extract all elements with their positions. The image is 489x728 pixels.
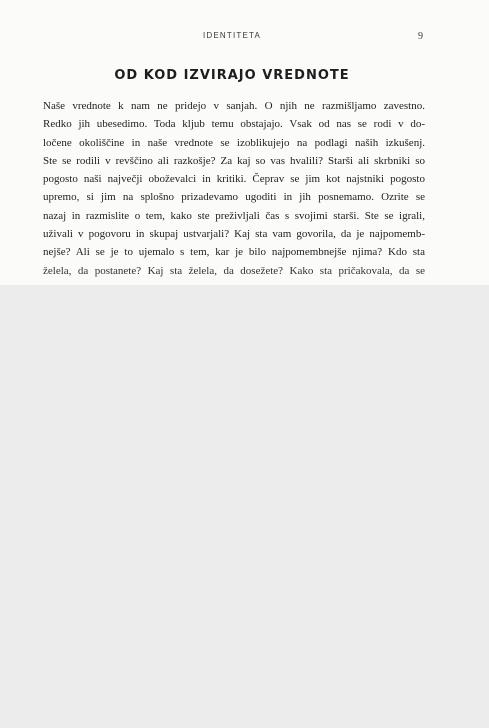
text-line: Ste se rodili v revščino ali razkošje? Za kaj so vas hvalili? Starši ali skrbniki so: [43, 154, 425, 167]
book-page: [0, 0, 489, 285]
running-title: IDENTITETA: [202, 31, 262, 40]
text-line: nazaj in razmislite o tem, kako ste preživljali čas s svojimi starši. Ste se igrali,: [43, 209, 425, 222]
viewer-blank-area: [0, 285, 489, 728]
text-line: želela, da postanete? Kaj sta želela, da dosežete? Kako sta pričakovala, da se: [43, 264, 425, 277]
running-header: [0, 31, 489, 45]
text-line: Redko jih ubesedimo. Toda kljub temu obstajajo. Vsak od nas se rodi v do-: [43, 118, 425, 131]
text-line: nejše? Ali se je to ujemalo s tem, kar je bilo najpomembnejše njima? Kdo sta: [43, 246, 425, 259]
body-paragraph: [43, 97, 425, 280]
text-line: pogosto naši največji oboževalci in kritiki. Čeprav se jim kot najstniki pogosto: [43, 173, 425, 186]
text-line: uživali v pogovoru in skupaj ustvarjali? Kaj sta vam govorila, da je najpomemb-: [43, 228, 425, 241]
page-number: 9: [418, 31, 423, 42]
text-line: upremo, si jim na splošno prizadevamo ugoditi in jih posnemamo. Ozrite se: [43, 191, 425, 204]
text-line: ločene okoliščine in naše vrednote se izoblikujejo na podlagi naših izkušenj.: [43, 136, 425, 149]
chapter-title: OD KOD IZVIRAJO VREDNOTE: [114, 68, 350, 83]
text-line: Naše vrednote k nam ne pridejo v sanjah. O njih ne razmišljamo zavestno.: [43, 100, 425, 112]
